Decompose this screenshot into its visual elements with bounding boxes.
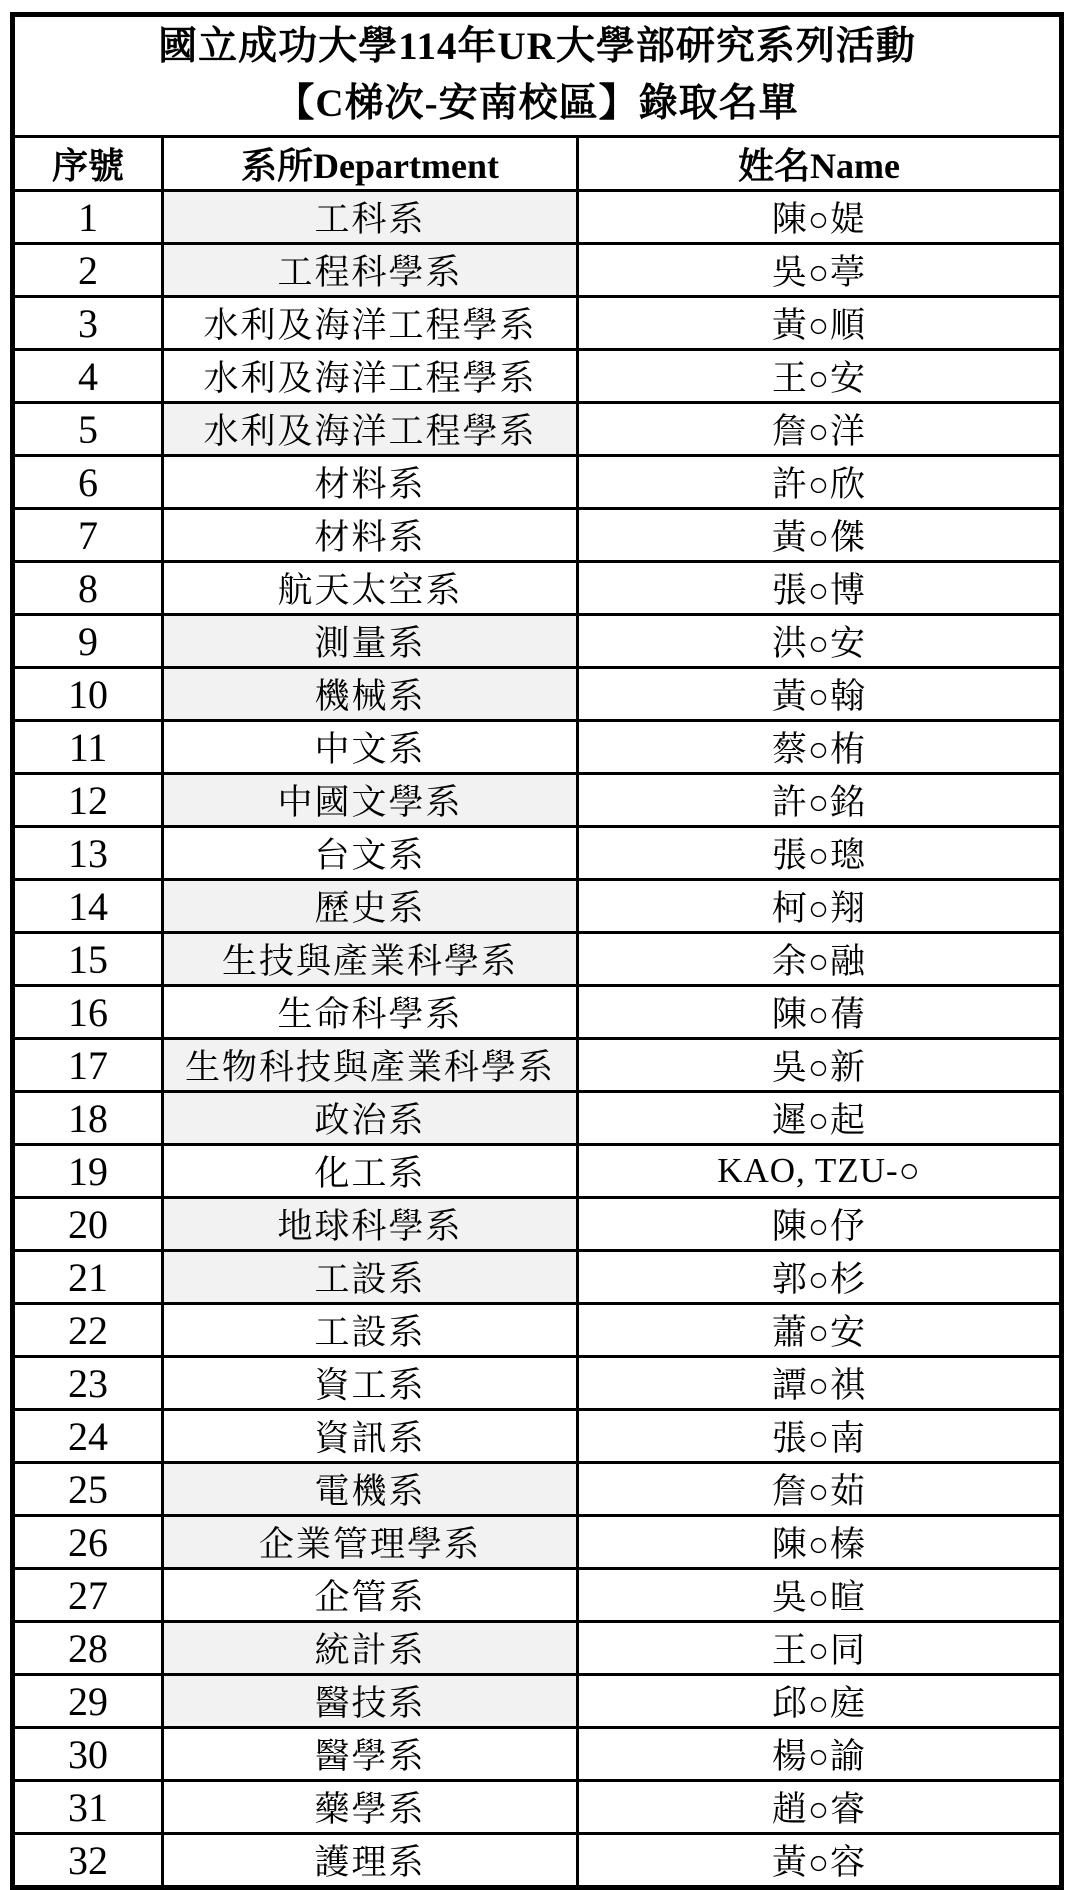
table-row [13,933,1062,986]
row-number-cell: 16 [13,986,163,1039]
table-row [13,1569,1062,1622]
column-header-name: 姓名Name [578,137,1062,191]
row-name-cell: 楊○諭 [578,1728,1062,1781]
row-number-cell: 7 [13,509,163,562]
row-number-cell: 8 [13,562,163,615]
row-department-cell: 工設系 [163,1251,578,1304]
row-name-cell: 黃○順 [578,297,1062,350]
row-name-cell: 張○博 [578,562,1062,615]
row-name-cell: 王○同 [578,1622,1062,1675]
row-name-cell: 詹○洋 [578,403,1062,456]
row-number-cell: 29 [13,1675,163,1728]
row-department-cell: 台文系 [163,827,578,880]
row-number-cell: 22 [13,1304,163,1357]
row-name-cell: 吳○暄 [578,1569,1062,1622]
row-number-cell: 20 [13,1198,163,1251]
row-department-cell: 水利及海洋工程學系 [163,350,578,403]
table-row [13,1463,1062,1516]
row-number-cell: 12 [13,774,163,827]
row-department-cell: 中國文學系 [163,774,578,827]
row-number-cell: 15 [13,933,163,986]
row-number-cell: 17 [13,1039,163,1092]
row-number-cell: 31 [13,1781,163,1834]
row-name-cell: 洪○安 [578,615,1062,668]
row-number-cell: 6 [13,456,163,509]
table-row [13,1198,1062,1251]
row-department-cell: 歷史系 [163,880,578,933]
row-department-cell: 材料系 [163,456,578,509]
row-number-cell: 2 [13,244,163,297]
row-department-cell: 化工系 [163,1145,578,1198]
row-number-cell: 5 [13,403,163,456]
row-name-cell: 張○璁 [578,827,1062,880]
table-row [13,456,1062,509]
row-number-cell: 18 [13,1092,163,1145]
table-row [13,668,1062,721]
row-name-cell: 詹○茹 [578,1463,1062,1516]
table-row [13,509,1062,562]
row-name-cell: 許○欣 [578,456,1062,509]
row-department-cell: 測量系 [163,615,578,668]
row-department-cell: 工設系 [163,1304,578,1357]
row-name-cell: 遲○起 [578,1092,1062,1145]
table-row [13,774,1062,827]
row-department-cell: 水利及海洋工程學系 [163,297,578,350]
table-row [13,1410,1062,1463]
row-department-cell: 企業管理學系 [163,1516,578,1569]
column-header-number: 序號 [13,137,163,191]
row-department-cell: 醫技系 [163,1675,578,1728]
row-name-cell: 蔡○栯 [578,721,1062,774]
table-row [13,1092,1062,1145]
row-name-cell: 陳○榛 [578,1516,1062,1569]
table-row [13,721,1062,774]
row-department-cell: 資訊系 [163,1410,578,1463]
row-department-cell: 水利及海洋工程學系 [163,403,578,456]
table-row [13,986,1062,1039]
row-name-cell: 陳○蒨 [578,986,1062,1039]
row-name-cell: 張○南 [578,1410,1062,1463]
row-number-cell: 4 [13,350,163,403]
row-number-cell: 27 [13,1569,163,1622]
table-row [13,297,1062,350]
row-number-cell: 32 [13,1834,163,1888]
row-name-cell: KAO, TZU-○ [578,1145,1062,1198]
row-number-cell: 24 [13,1410,163,1463]
row-number-cell: 30 [13,1728,163,1781]
row-number-cell: 19 [13,1145,163,1198]
row-name-cell: 譚○祺 [578,1357,1062,1410]
row-department-cell: 統計系 [163,1622,578,1675]
row-name-cell: 蕭○安 [578,1304,1062,1357]
row-department-cell: 地球科學系 [163,1198,578,1251]
row-department-cell: 工程科學系 [163,244,578,297]
row-number-cell: 11 [13,721,163,774]
row-department-cell: 中文系 [163,721,578,774]
title-row [13,15,1062,137]
row-department-cell: 機械系 [163,668,578,721]
row-department-cell: 電機系 [163,1463,578,1516]
row-name-cell: 黃○傑 [578,509,1062,562]
table-row [13,403,1062,456]
row-department-cell: 企管系 [163,1569,578,1622]
table-row [13,1781,1062,1834]
table-row [13,191,1062,244]
row-name-cell: 陳○伃 [578,1198,1062,1251]
row-name-cell: 陳○媞 [578,191,1062,244]
table-row [13,1834,1062,1888]
row-number-cell: 26 [13,1516,163,1569]
row-name-cell: 王○安 [578,350,1062,403]
table-row [13,244,1062,297]
row-department-cell: 護理系 [163,1834,578,1888]
table-row [13,880,1062,933]
row-number-cell: 3 [13,297,163,350]
row-department-cell: 資工系 [163,1357,578,1410]
row-number-cell: 28 [13,1622,163,1675]
row-name-cell: 吳○葶 [578,244,1062,297]
row-name-cell: 黃○容 [578,1834,1062,1888]
row-number-cell: 21 [13,1251,163,1304]
row-name-cell: 柯○翔 [578,880,1062,933]
row-department-cell: 航天太空系 [163,562,578,615]
document-title [13,15,1062,137]
row-department-cell: 生物科技與產業科學系 [163,1039,578,1092]
row-number-cell: 9 [13,615,163,668]
title-line-1: 國立成功大學114年UR大學部研究系列活動 [158,25,916,69]
row-name-cell: 邱○庭 [578,1675,1062,1728]
row-number-cell: 23 [13,1357,163,1410]
row-number-cell: 10 [13,668,163,721]
row-department-cell: 政治系 [163,1092,578,1145]
row-number-cell: 1 [13,191,163,244]
row-number-cell: 13 [13,827,163,880]
row-number-cell: 25 [13,1463,163,1516]
table-row [13,1675,1062,1728]
title-line-2: 【C梯次-安南校區】錄取名單 [275,82,799,125]
row-department-cell: 醫學系 [163,1728,578,1781]
header-row [13,137,1062,191]
row-department-cell: 工科系 [163,191,578,244]
table-row [13,1516,1062,1569]
admission-list-table [10,12,1064,1890]
table-row [13,562,1062,615]
row-department-cell: 材料系 [163,509,578,562]
table-row [13,1145,1062,1198]
row-department-cell: 生技與產業科學系 [163,933,578,986]
table-row [13,615,1062,668]
row-name-cell: 許○銘 [578,774,1062,827]
column-header-department: 系所Department [163,137,578,191]
row-department-cell: 生命科學系 [163,986,578,1039]
table-row [13,1304,1062,1357]
table-row [13,1622,1062,1675]
table-row [13,1039,1062,1092]
row-name-cell: 吳○新 [578,1039,1062,1092]
row-number-cell: 14 [13,880,163,933]
row-name-cell: 趙○睿 [578,1781,1062,1834]
table-row [13,1728,1062,1781]
table-row [13,827,1062,880]
row-name-cell: 黃○翰 [578,668,1062,721]
row-name-cell: 郭○杉 [578,1251,1062,1304]
table-row [13,350,1062,403]
row-department-cell: 藥學系 [163,1781,578,1834]
row-name-cell: 余○融 [578,933,1062,986]
table-row [13,1357,1062,1410]
table-row [13,1251,1062,1304]
